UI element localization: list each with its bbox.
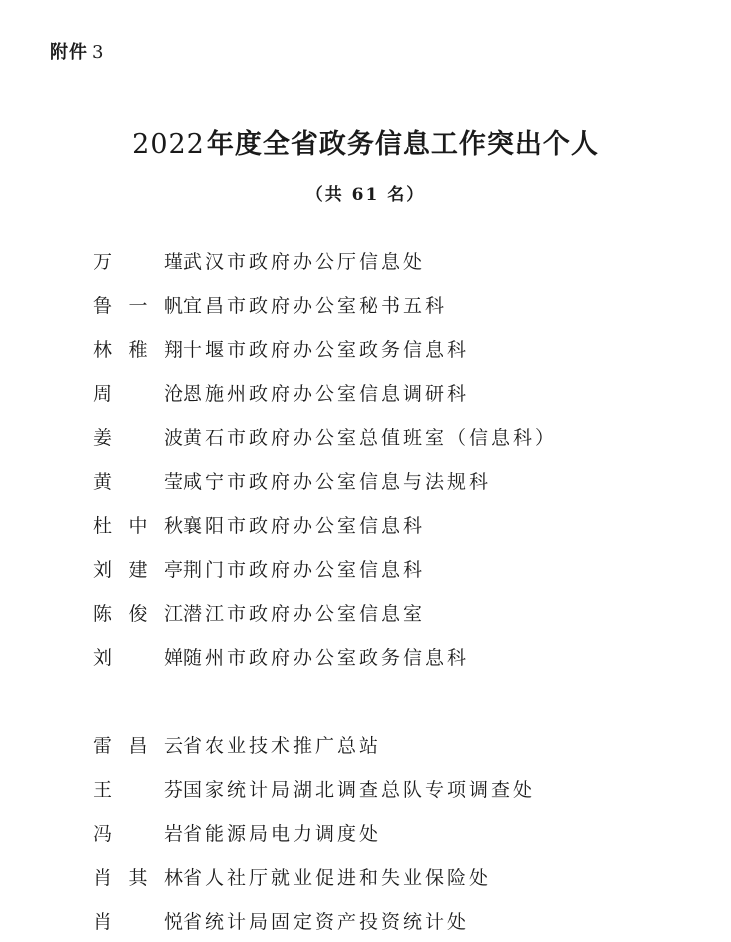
person-organization: 国家统计局湖北调查总队专项调查处 (183, 778, 536, 801)
attachment-number: 3 (92, 42, 105, 63)
person-name-char: 其 (128, 866, 148, 889)
attachment-label (50, 38, 104, 64)
person-organization: 随州市政府办公室政务信息科 (183, 646, 470, 669)
person-name-char: 婵 (163, 646, 183, 669)
person-name (93, 731, 183, 758)
person-name-char: 瑾 (163, 250, 183, 273)
person-name-char: 王 (93, 778, 113, 801)
person-organization: 恩施州政府办公室信息调研科 (183, 382, 470, 405)
person-name-char: 沧 (163, 382, 183, 405)
person-name-char: 昌 (128, 734, 148, 757)
list-item (93, 810, 693, 854)
person-organization: 黄石市政府办公室总值班室（信息科） (183, 426, 558, 449)
list-item (93, 282, 693, 326)
person-name (93, 467, 183, 494)
person-organization: 省农业技术推广总站 (183, 734, 382, 757)
person-organization: 省能源局电力调度处 (183, 822, 382, 845)
person-name-char: 莹 (163, 470, 183, 493)
list-item (93, 898, 693, 942)
person-name-char: 云 (163, 734, 183, 757)
person-name (93, 555, 183, 582)
list-item (93, 854, 693, 898)
person-name-char: 姜 (93, 426, 113, 449)
list-item (93, 458, 693, 502)
person-name-char: 亭 (163, 558, 183, 581)
person-name-char: 岩 (163, 822, 183, 845)
title-year: 2022 (132, 129, 205, 160)
person-name (93, 335, 183, 362)
person-name-char: 刘 (93, 558, 113, 581)
person-name (93, 511, 183, 538)
person-organization: 咸宁市政府办公室信息与法规科 (183, 470, 492, 493)
person-name-char: 万 (93, 250, 113, 273)
person-name-char: 帆 (163, 294, 183, 317)
person-name-char: 冯 (93, 822, 113, 845)
people-list (93, 238, 693, 942)
list-item (93, 326, 693, 370)
page-title (0, 122, 731, 161)
person-name-char: 翔 (163, 338, 183, 361)
person-name-char: 芬 (163, 778, 183, 801)
person-name (93, 599, 183, 626)
person-name-char: 杜 (93, 514, 113, 537)
page-subtitle: （共 61 名） (305, 185, 426, 205)
person-organization: 襄阳市政府办公室信息科 (183, 514, 426, 537)
person-name (93, 775, 183, 802)
person-name-char: 雷 (93, 734, 113, 757)
person-name-char: 肖 (93, 866, 113, 889)
person-name-char: 稚 (128, 338, 148, 361)
attachment-text: 附件 (50, 42, 88, 63)
person-name (93, 247, 183, 274)
person-name-char: 波 (163, 426, 183, 449)
person-name (93, 423, 183, 450)
person-name (93, 379, 183, 406)
person-organization: 十堰市政府办公室政务信息科 (183, 338, 470, 361)
person-name-char: 悦 (163, 910, 183, 933)
list-item (93, 590, 693, 634)
person-name-char: 周 (93, 382, 113, 405)
person-name-char: 肖 (93, 910, 113, 933)
person-organization: 省统计局固定资产投资统计处 (183, 910, 470, 933)
person-organization: 潜江市政府办公室信息室 (183, 602, 426, 625)
person-name-char: 江 (163, 602, 183, 625)
person-name-char: 秋 (163, 514, 183, 537)
person-name-char: 建 (128, 558, 148, 581)
person-name (93, 863, 183, 890)
person-name (93, 643, 183, 670)
person-organization: 武汉市政府办公厅信息处 (183, 250, 426, 273)
list-item (93, 722, 693, 766)
person-organization: 宜昌市政府办公室秘书五科 (183, 294, 448, 317)
list-item (93, 238, 693, 282)
person-name-char: 林 (93, 338, 113, 361)
person-name (93, 291, 183, 318)
person-name (93, 907, 183, 934)
person-name-char: 中 (128, 514, 148, 537)
list-item (93, 634, 693, 678)
list-item (93, 502, 693, 546)
person-name-char: 陈 (93, 602, 113, 625)
list-item (93, 414, 693, 458)
person-name-char: 一 (128, 294, 148, 317)
person-name-char: 林 (163, 866, 183, 889)
list-item (93, 546, 693, 590)
person-organization: 荆门市政府办公室信息科 (183, 558, 426, 581)
title-text: 年度全省政务信息工作突出个人 (206, 129, 599, 160)
person-name-char: 俊 (128, 602, 148, 625)
person-name-char: 刘 (93, 646, 113, 669)
list-item (93, 766, 693, 810)
person-name-char: 鲁 (93, 294, 113, 317)
list-item (93, 370, 693, 414)
person-organization: 省人社厅就业促进和失业保险处 (183, 866, 492, 889)
person-name (93, 819, 183, 846)
person-name-char: 黄 (93, 470, 113, 493)
